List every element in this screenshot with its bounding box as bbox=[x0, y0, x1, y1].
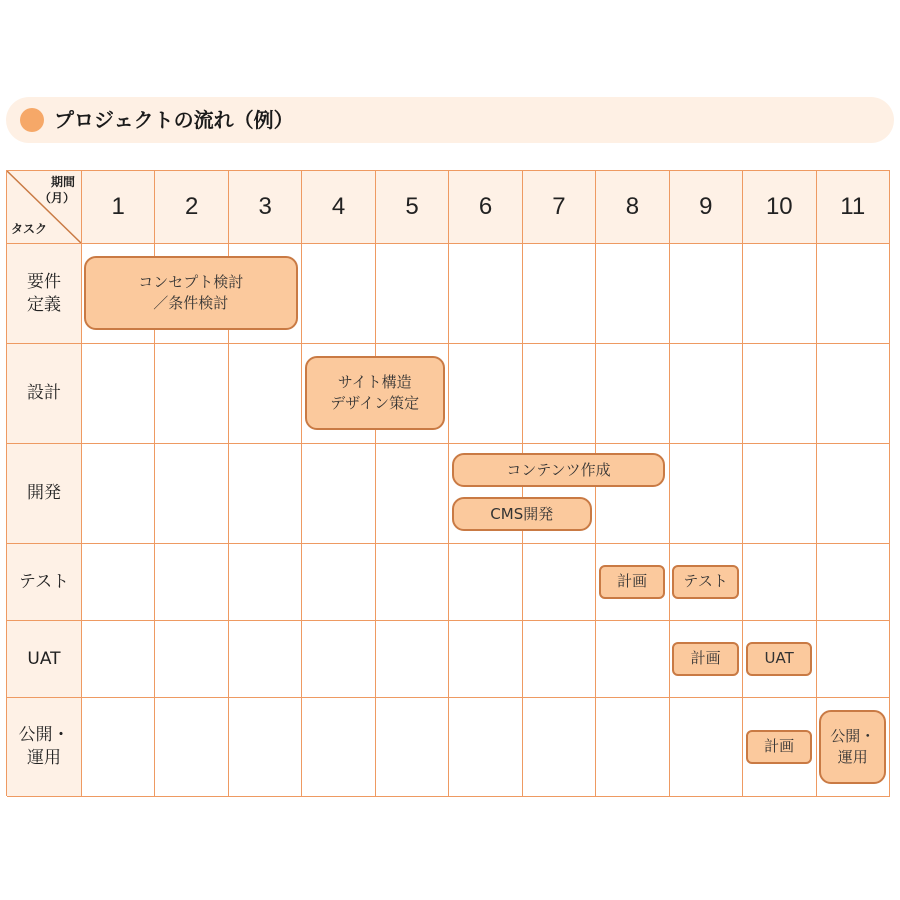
grid-cell bbox=[523, 698, 596, 797]
gantt-bar: コンセプト検討 ／条件検討 bbox=[84, 256, 298, 330]
grid-cell bbox=[82, 544, 155, 621]
grid-cell bbox=[596, 244, 669, 344]
grid-cell bbox=[229, 544, 302, 621]
gantt-bar: 公開・ 運用 bbox=[819, 710, 886, 784]
grid-cell bbox=[743, 244, 816, 344]
grid-cell bbox=[523, 344, 596, 444]
gantt-bar: コンテンツ作成 bbox=[452, 453, 666, 487]
grid-cell bbox=[596, 698, 669, 797]
grid-cell bbox=[302, 244, 375, 344]
grid-cell bbox=[523, 544, 596, 621]
grid-cell bbox=[743, 344, 816, 444]
task-label: タスク bbox=[11, 222, 48, 236]
month-header-6: 6 bbox=[449, 171, 522, 244]
grid-cell bbox=[670, 244, 743, 344]
month-header-2: 2 bbox=[155, 171, 228, 244]
month-header-1: 1 bbox=[82, 171, 155, 244]
grid-cell bbox=[82, 621, 155, 698]
grid-cell bbox=[523, 621, 596, 698]
grid-cell bbox=[82, 344, 155, 444]
task-header-6: 公開・ 運用 bbox=[7, 698, 82, 797]
month-header-3: 3 bbox=[229, 171, 302, 244]
gantt-bar: 計画 bbox=[672, 642, 739, 676]
grid-cell bbox=[523, 244, 596, 344]
grid-cell bbox=[302, 621, 375, 698]
task-header-4: テスト bbox=[7, 544, 82, 621]
gantt-bar: 計画 bbox=[746, 730, 813, 764]
grid-cell bbox=[817, 244, 890, 344]
grid-cell bbox=[376, 544, 449, 621]
grid-cell bbox=[155, 544, 228, 621]
grid-cell bbox=[670, 698, 743, 797]
grid-cell bbox=[229, 344, 302, 444]
grid-cell bbox=[155, 621, 228, 698]
grid-cell bbox=[596, 621, 669, 698]
grid-cell bbox=[155, 344, 228, 444]
period-label: 期間 （月） bbox=[38, 175, 75, 205]
month-header-5: 5 bbox=[376, 171, 449, 244]
grid-cell bbox=[155, 698, 228, 797]
grid-cell bbox=[376, 444, 449, 544]
grid-cell bbox=[302, 544, 375, 621]
gantt-bar: 計画 bbox=[599, 565, 666, 599]
grid-cell bbox=[376, 621, 449, 698]
grid-cell bbox=[670, 344, 743, 444]
grid-cell bbox=[449, 544, 522, 621]
grid-cell bbox=[302, 698, 375, 797]
grid-cell bbox=[229, 621, 302, 698]
month-header-11: 11 bbox=[817, 171, 890, 244]
task-header-3: 開発 bbox=[7, 444, 82, 544]
month-header-9: 9 bbox=[670, 171, 743, 244]
title-bar bbox=[6, 97, 894, 143]
grid-cell bbox=[596, 344, 669, 444]
grid-cell bbox=[743, 544, 816, 621]
task-header-2: 設計 bbox=[7, 344, 82, 444]
grid-cell bbox=[449, 244, 522, 344]
grid-cell bbox=[229, 698, 302, 797]
gantt-bar: サイト構造 デザイン策定 bbox=[305, 356, 445, 430]
grid-cell bbox=[449, 698, 522, 797]
grid-cell bbox=[229, 444, 302, 544]
grid-cell bbox=[376, 698, 449, 797]
grid-cell bbox=[670, 444, 743, 544]
grid-cell bbox=[302, 444, 375, 544]
grid-cell bbox=[82, 444, 155, 544]
grid-cell bbox=[817, 621, 890, 698]
page-title: プロジェクトの流れ（例） bbox=[54, 108, 294, 132]
grid-cell bbox=[376, 244, 449, 344]
month-header-8: 8 bbox=[596, 171, 669, 244]
task-header-1: 要件 定義 bbox=[7, 244, 82, 344]
task-header-5: UAT bbox=[7, 621, 82, 698]
gantt-bar: UAT bbox=[746, 642, 813, 676]
grid-cell bbox=[449, 344, 522, 444]
month-header-10: 10 bbox=[743, 171, 816, 244]
corner-header-cell bbox=[7, 171, 82, 244]
bullet-dot-icon bbox=[20, 108, 44, 132]
grid-cell bbox=[817, 444, 890, 544]
grid-cell bbox=[817, 344, 890, 444]
grid-cell bbox=[817, 544, 890, 621]
gantt-bar: CMS開発 bbox=[452, 497, 592, 531]
month-header-4: 4 bbox=[302, 171, 375, 244]
grid-cell bbox=[82, 698, 155, 797]
grid-cell bbox=[449, 621, 522, 698]
month-header-7: 7 bbox=[523, 171, 596, 244]
gantt-bar: テスト bbox=[672, 565, 739, 599]
grid-cell bbox=[155, 444, 228, 544]
grid-cell bbox=[743, 444, 816, 544]
